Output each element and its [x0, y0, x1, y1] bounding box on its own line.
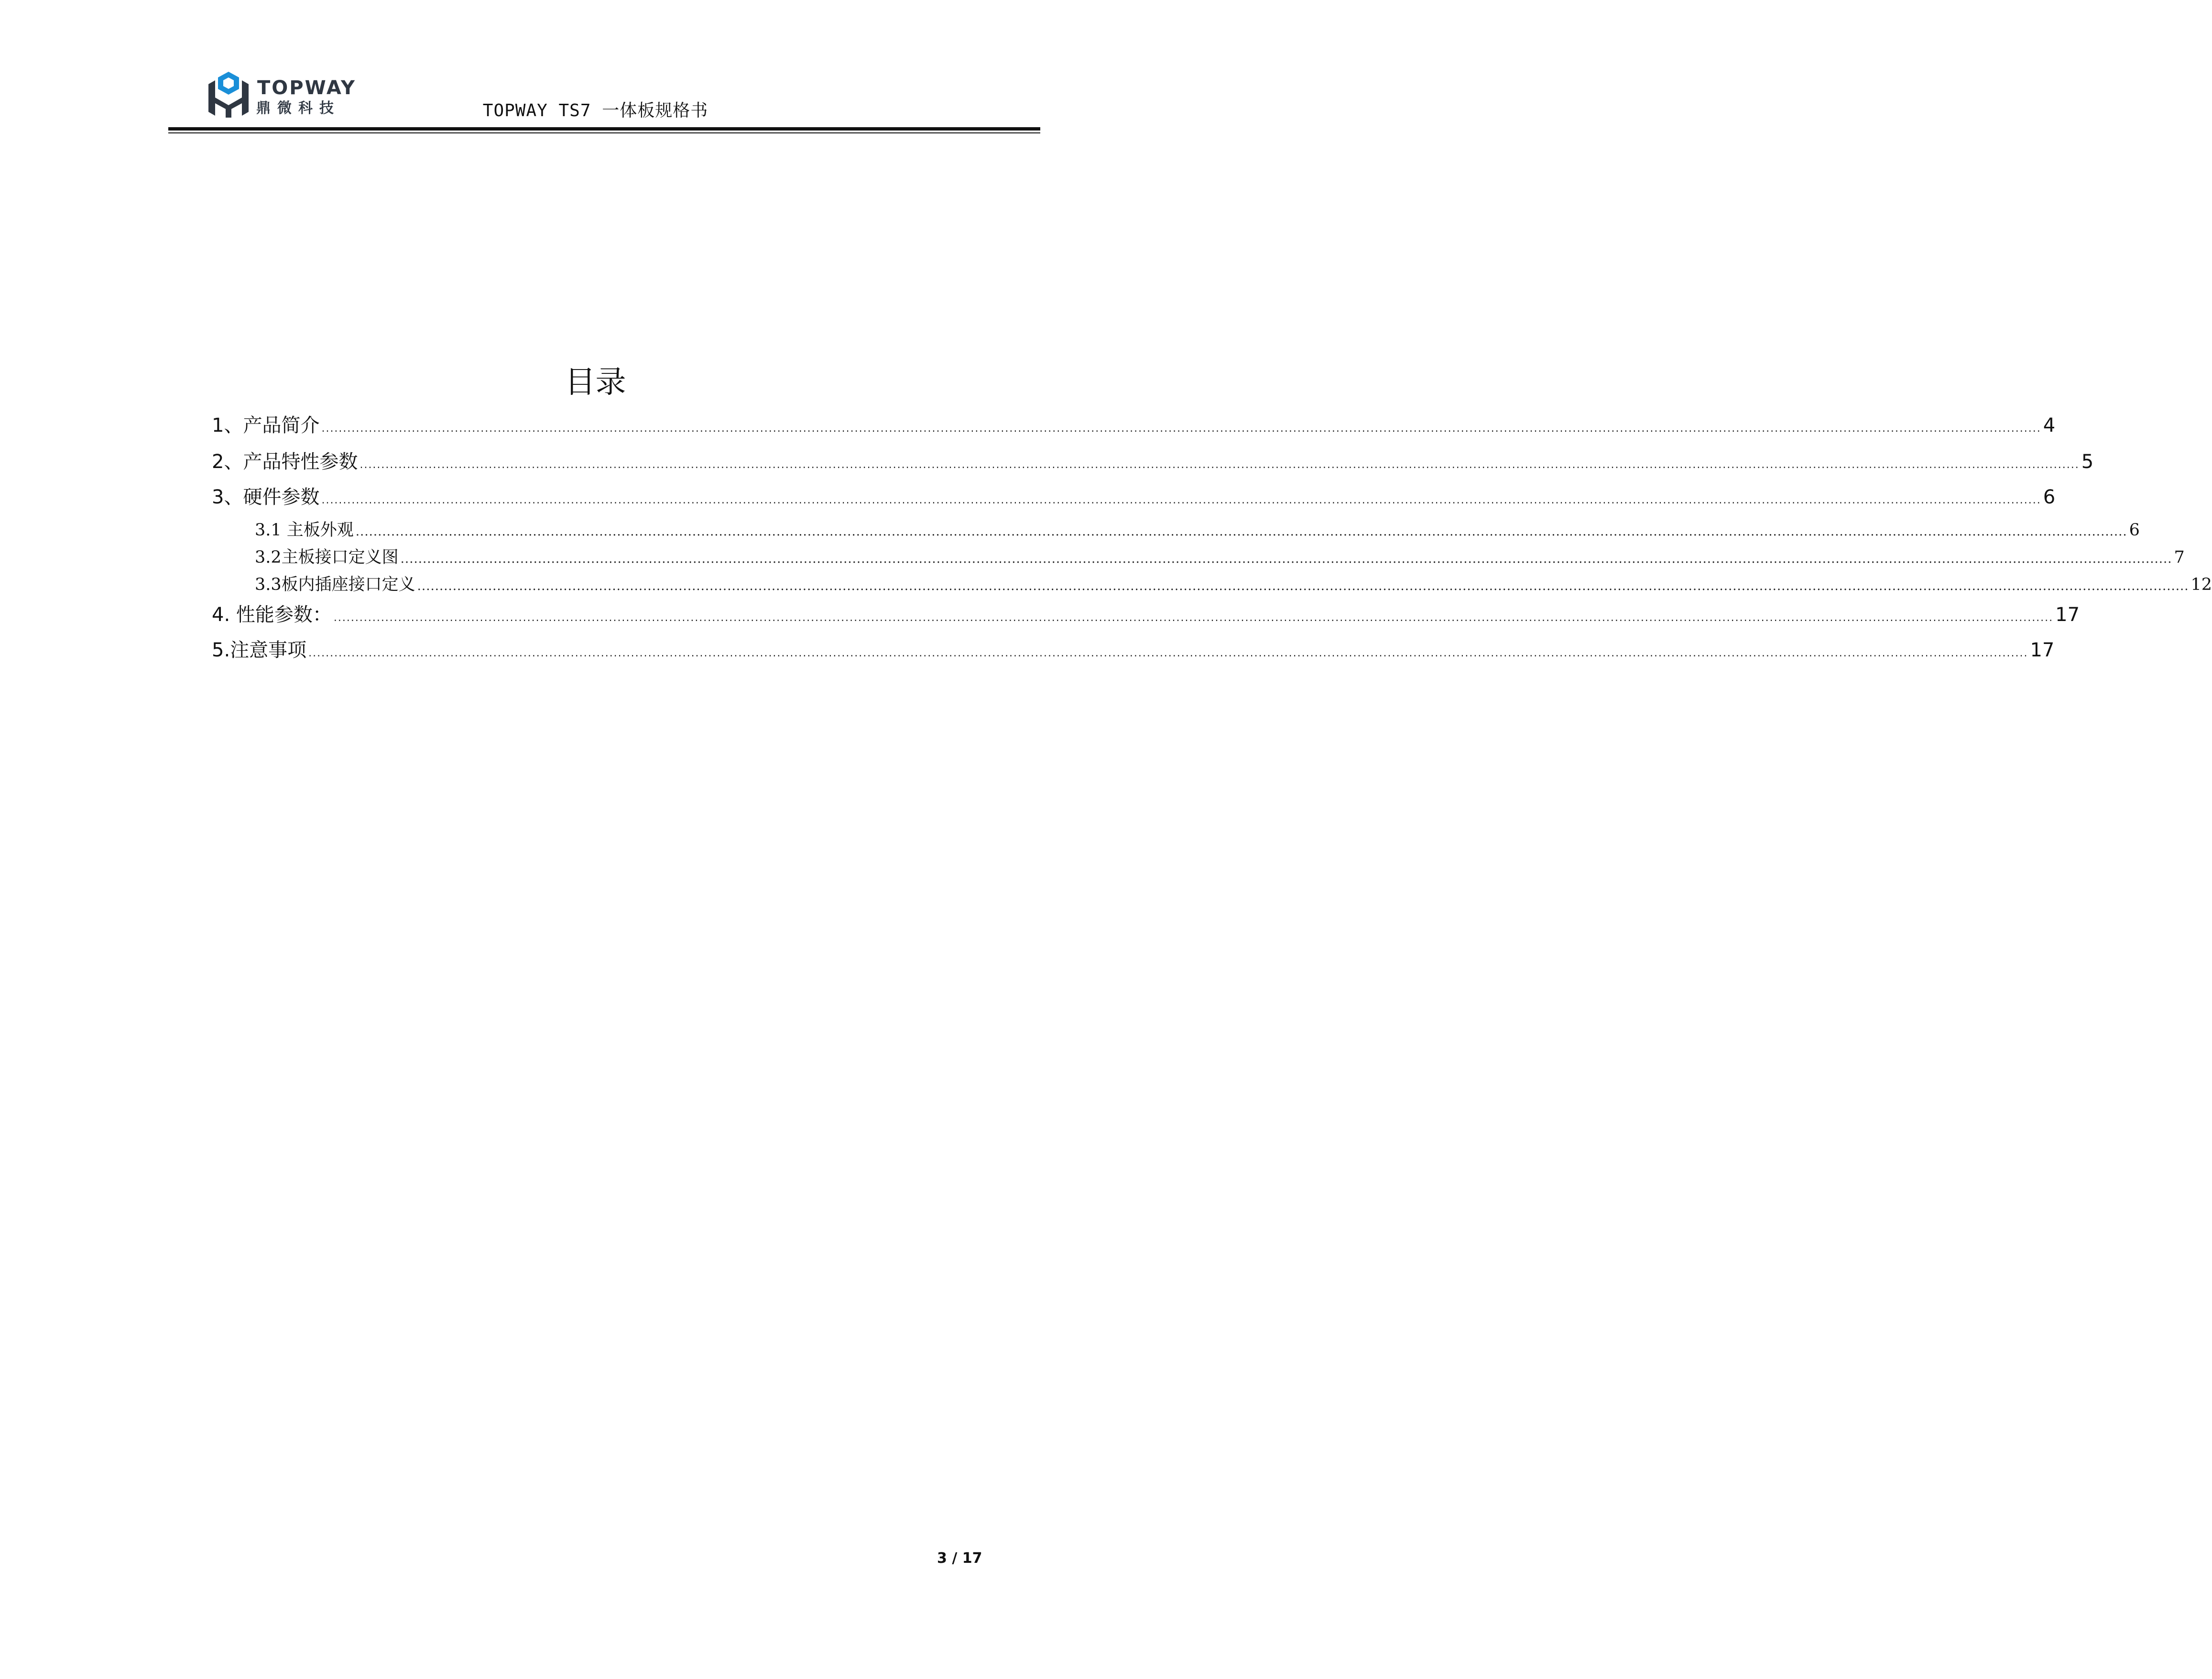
toc-entry-page: 6: [2129, 521, 2140, 540]
toc-entry-page: 17: [2030, 639, 2055, 661]
toc-leader-dots: ................................................................................................................................................................................................................................................................................................................................................................................................................: [360, 459, 2080, 471]
header-title: TOPWAY TS7 一体板规格书: [482, 101, 708, 120]
toc-entry-label: 3.3板内插座接口定义: [255, 575, 415, 594]
toc-entry-page: 12: [2190, 575, 2212, 594]
toc-title: 目录: [565, 365, 626, 400]
toc-entry-label: 1、产品简介: [212, 414, 320, 436]
toc-leader-dots: ................................................................................................................................................................................................................................................................................................................................................................................................................: [321, 494, 2041, 506]
toc-entry-label: 3.1 主板外观: [255, 521, 354, 540]
toc-leader-dots: ................................................................................................................................................................................................................................................................................................................................................................................................................: [400, 552, 2172, 566]
toc-entry-label: 3.2主板接口定义图: [255, 548, 399, 567]
toc-entry-label: 4. 性能参数：: [212, 604, 332, 626]
toc-entry-page: 5: [2081, 451, 2094, 473]
toc-entry-3-3[interactable]: [255, 571, 2212, 595]
toc-leader-dots: ................................................................................................................................................................................................................................................................................................................................................................................................................: [308, 647, 2028, 659]
toc-entry-5[interactable]: [212, 635, 2055, 662]
toc-entry-1[interactable]: [212, 410, 2056, 437]
page-number: 3 / 17: [937, 1550, 982, 1567]
toc-leader-dots: ................................................................................................................................................................................................................................................................................................................................................................................................................: [333, 612, 2054, 624]
toc-leader-dots: ................................................................................................................................................................................................................................................................................................................................................................................................................: [321, 423, 2041, 435]
header-rule-thin: [168, 132, 1040, 133]
toc-leader-dots: ................................................................................................................................................................................................................................................................................................................................................................................................................: [355, 524, 2127, 539]
toc-entry-page: 6: [2043, 486, 2056, 508]
header-rule-thick: [168, 127, 1040, 131]
toc-leader-dots: ................................................................................................................................................................................................................................................................................................................................................................................................................: [417, 579, 2189, 593]
toc-entry-page: 7: [2174, 548, 2185, 567]
logo-text-cn: 鼎微科技: [256, 100, 340, 117]
toc-entry-page: 4: [2043, 414, 2056, 436]
toc-entry-page: 17: [2055, 604, 2080, 626]
toc-entry-label: 5.注意事项: [212, 639, 307, 661]
toc-entry-3-1[interactable]: [255, 517, 2140, 541]
toc-entry-label: 2、产品特性参数: [212, 451, 358, 473]
toc-entry-3[interactable]: [212, 482, 2056, 509]
toc-entry-2[interactable]: [212, 447, 2094, 474]
toc-entry-4[interactable]: [212, 600, 2080, 627]
logo-text-en: TOPWAY: [257, 77, 357, 99]
toc-entry-label: 3、硬件参数: [212, 486, 320, 508]
toc-entry-3-2[interactable]: [255, 544, 2185, 568]
